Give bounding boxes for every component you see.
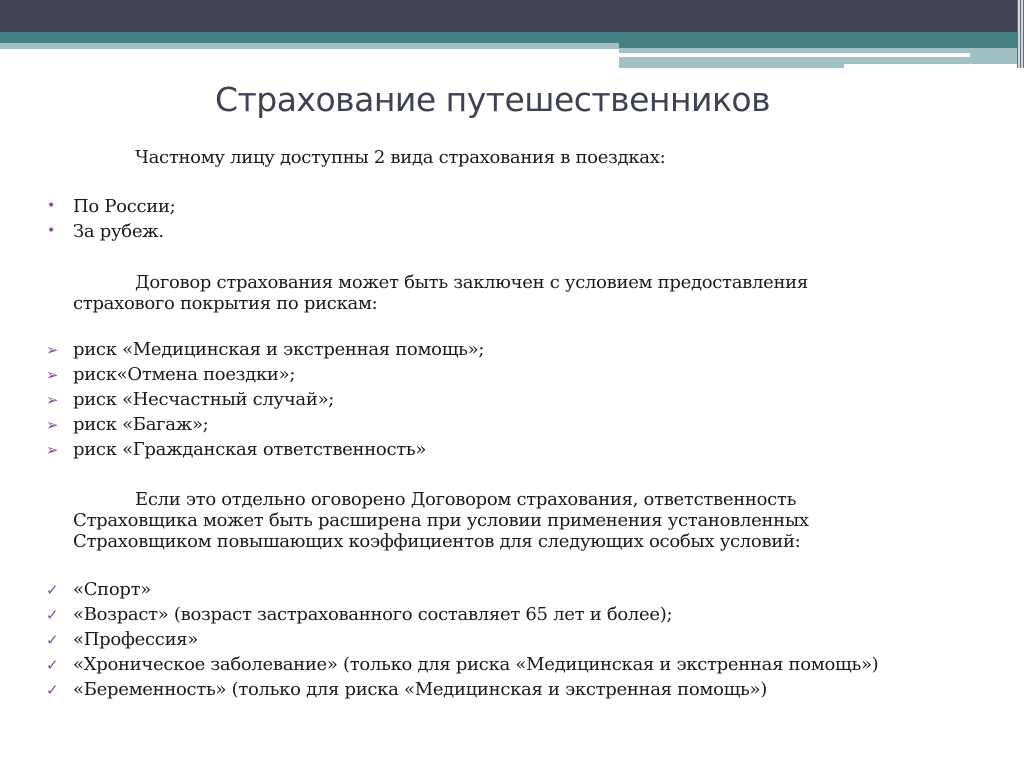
checkmark-icon: ✓	[46, 631, 59, 649]
checkmark-icon: ✓	[46, 656, 59, 674]
list-item: риск «Багаж»;	[73, 414, 209, 435]
extension-text-2: Страховщика может быть расширена при условии применения установленных	[73, 510, 809, 531]
contract-text-1: Договор страхования может быть заключен с условием предоставления	[135, 272, 808, 293]
header-stripes	[1017, 0, 1024, 68]
list-item: риск «Гражданская ответственность»	[73, 439, 427, 460]
arrow-bullet-icon: ➢	[46, 416, 59, 434]
extension-text-1: Если это отдельно оговорено Договором страхования, ответственность	[135, 489, 797, 510]
checkmark-icon: ✓	[46, 606, 59, 624]
list-item: риск «Медицинская и экстренная помощь»;	[73, 339, 485, 360]
contract-text-2: страхового покрытия по рискам:	[73, 293, 378, 314]
list-item: За рубеж.	[73, 221, 164, 242]
slide-title: Страхование путешественников	[215, 80, 771, 119]
list-item: «Спорт»	[73, 579, 152, 600]
header-dark-bar	[0, 0, 1024, 32]
checkmark-icon: ✓	[46, 581, 59, 599]
extension-text-3: Страховщиком повышающих коэффициентов для следующих особых условий:	[73, 531, 801, 552]
list-item: риск«Отмена поездки»;	[73, 364, 296, 385]
arrow-bullet-icon: ➢	[46, 366, 59, 384]
bullet-icon: •	[47, 223, 56, 239]
checkmark-icon: ✓	[46, 681, 59, 699]
header-light-bar	[0, 43, 619, 49]
arrow-bullet-icon: ➢	[46, 441, 59, 459]
list-item: риск «Несчастный случай»;	[73, 389, 335, 410]
header-white-gap	[844, 64, 1024, 70]
header-white-line	[619, 53, 970, 57]
list-item: «Возраст» (возраст застрахованного составляет 65 лет и более);	[73, 604, 673, 625]
intro-text: Частному лицу доступны 2 вида страхования в поездках:	[135, 147, 666, 168]
bullet-icon: •	[47, 198, 56, 214]
list-item: «Хроническое заболевание» (только для риска «Медицинская и экстренная помощь»)	[73, 654, 879, 675]
list-item: По России;	[73, 196, 176, 217]
arrow-bullet-icon: ➢	[46, 341, 59, 359]
arrow-bullet-icon: ➢	[46, 391, 59, 409]
list-item: «Беременность» (только для риска «Медицинская и экстренная помощь»)	[73, 679, 767, 700]
list-item: «Профессия»	[73, 629, 199, 650]
